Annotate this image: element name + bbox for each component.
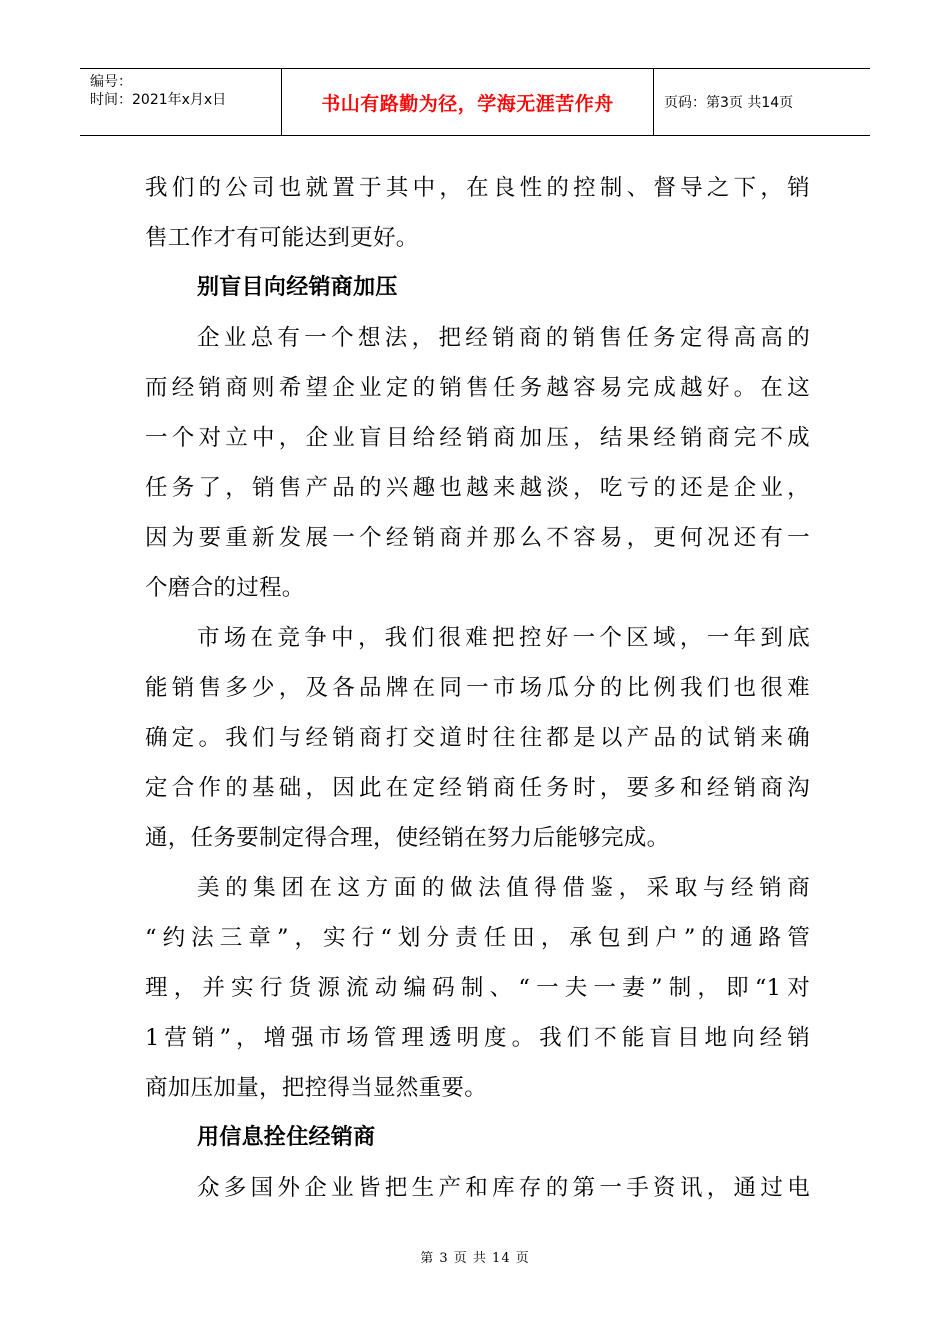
text-line: 商加压加量，把控得当显然重要。 — [145, 1075, 488, 1101]
text-line: 众多国外企业皆把生产和库存的第一手资讯，通过电 — [197, 1175, 810, 1201]
header-page-cell — [654, 69, 870, 135]
header-motto: 书山有路勤为径，学海无涯苦作舟 — [321, 92, 614, 115]
text-line: 而经销商则希望企业定的销售任务越容易完成越好。在这 — [145, 375, 810, 401]
header-meta-cell — [80, 69, 282, 135]
text-line: 任务了，销售产品的兴趣也越来越淡，吃亏的还是企业， — [145, 475, 810, 501]
text-line: 市场在竞争中，我们很难把控好一个区域，一年到底 — [197, 625, 810, 651]
document-number-label: 编号： — [90, 74, 132, 90]
text-line: 美的集团在这方面的做法值得借鉴，采取与经销商 — [197, 875, 810, 901]
text-line: 一个对立中，企业盲目给经销商加压，结果经销商完不成 — [145, 425, 810, 451]
document-header — [80, 68, 870, 136]
footer-page-number: 第 3 页 共 14 页 — [420, 1251, 530, 1266]
header-motto-cell — [282, 69, 654, 135]
text-line: 售工作才有可能达到更好。 — [145, 225, 419, 251]
text-line: 1营销”，增强市场管理透明度。我们不能盲目地向经销 — [145, 1025, 810, 1051]
document-body — [145, 163, 810, 1213]
page-footer — [0, 1247, 950, 1266]
document-time-label: 时间：2021年x月x日 — [90, 92, 227, 108]
text-line: “约法三章”，实行“划分责任田，承包到户”的通路管 — [145, 925, 810, 951]
text-line: 个磨合的过程。 — [145, 575, 305, 601]
text-line: 定合作的基础，因此在定经销商任务时，要多和经销商沟 — [145, 775, 810, 801]
section-heading: 用信息拴住经销商 — [197, 1125, 376, 1150]
text-line: 理，并实行货源流动编码制、“一夫一妻”制，即“1对 — [145, 975, 810, 1001]
text-line: 通，任务要制定得合理，使经销在努力后能够完成。 — [145, 825, 670, 851]
text-line: 因为要重新发展一个经销商并那么不容易，更何况还有一 — [145, 525, 810, 551]
text-line: 我们的公司也就置于其中，在良性的控制、督导之下，销 — [145, 175, 810, 201]
text-line: 确定。我们与经销商打交道时往往都是以产品的试销来确 — [145, 725, 810, 751]
header-page-info: 页码：第3页 共14页 — [664, 95, 794, 111]
text-line: 能销售多少，及各品牌在同一市场瓜分的比例我们也很难 — [145, 675, 810, 701]
text-line: 企业总有一个想法，把经销商的销售任务定得高高的 — [197, 325, 810, 351]
section-heading: 别盲目向经销商加压 — [197, 275, 398, 300]
